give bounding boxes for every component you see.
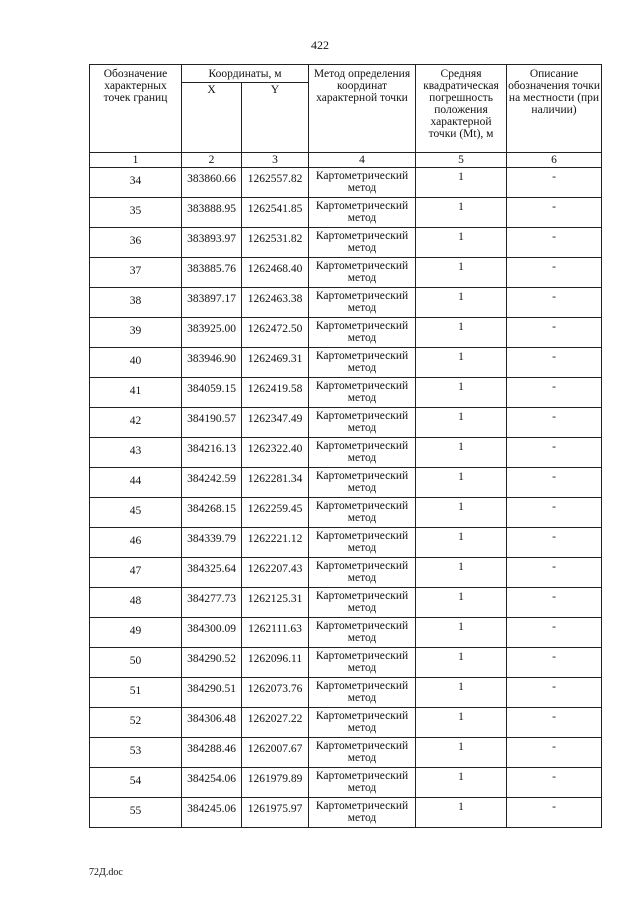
description-cell: -: [507, 288, 602, 318]
method-cell: Картометрический метод: [309, 798, 416, 828]
x-coordinate-cell: 384216.13: [182, 438, 242, 468]
x-coordinate-cell: 384290.51: [182, 678, 242, 708]
accuracy-cell: 1: [416, 378, 507, 408]
accuracy-cell: 1: [416, 498, 507, 528]
header-method: Метод определения координат характерной точки: [309, 65, 416, 153]
table-row: [90, 318, 602, 348]
description-cell: -: [507, 318, 602, 348]
y-coordinate-cell: 1262469.31: [242, 348, 309, 378]
description-cell: -: [507, 678, 602, 708]
y-coordinate-cell: 1262463.38: [242, 288, 309, 318]
point-cell: 52: [90, 708, 182, 738]
table-row: [90, 678, 602, 708]
method-cell: Картометрический метод: [309, 558, 416, 588]
description-cell: -: [507, 348, 602, 378]
description-cell: -: [507, 378, 602, 408]
y-coordinate-cell: 1262281.34: [242, 468, 309, 498]
point-cell: 53: [90, 738, 182, 768]
accuracy-cell: 1: [416, 588, 507, 618]
point-cell: 54: [90, 768, 182, 798]
x-coordinate-cell: 384059.15: [182, 378, 242, 408]
table-row: [90, 168, 602, 198]
table-row: [90, 288, 602, 318]
header-accuracy: Средняя квадратическая погрешность положения характерной точки (Mt), м: [416, 65, 507, 153]
file-name-footer: 72Д.doc: [89, 867, 123, 878]
y-coordinate-cell: 1262125.31: [242, 588, 309, 618]
method-cell: Картометрический метод: [309, 258, 416, 288]
y-coordinate-cell: 1262096.11: [242, 648, 309, 678]
description-cell: -: [507, 168, 602, 198]
table-row: [90, 408, 602, 438]
description-cell: -: [507, 258, 602, 288]
y-coordinate-cell: 1262221.12: [242, 528, 309, 558]
method-cell: Картометрический метод: [309, 228, 416, 258]
method-cell: Картометрический метод: [309, 468, 416, 498]
point-cell: 45: [90, 498, 182, 528]
header-description: Описание обозначения точки на местности (при наличии): [507, 65, 602, 153]
description-cell: -: [507, 618, 602, 648]
method-cell: Картометрический метод: [309, 198, 416, 228]
boundary-points-table: [89, 64, 602, 828]
point-cell: 42: [90, 408, 182, 438]
x-coordinate-cell: 383885.76: [182, 258, 242, 288]
y-coordinate-cell: 1262322.40: [242, 438, 309, 468]
point-cell: 47: [90, 558, 182, 588]
point-cell: 34: [90, 168, 182, 198]
description-cell: -: [507, 708, 602, 738]
y-coordinate-cell: 1262027.22: [242, 708, 309, 738]
table-body: [90, 168, 602, 828]
table-row: [90, 438, 602, 468]
y-coordinate-cell: 1262541.85: [242, 198, 309, 228]
y-coordinate-cell: 1262347.49: [242, 408, 309, 438]
point-cell: 40: [90, 348, 182, 378]
description-cell: -: [507, 558, 602, 588]
x-coordinate-cell: 384300.09: [182, 618, 242, 648]
x-coordinate-cell: 384325.64: [182, 558, 242, 588]
table-row: [90, 228, 602, 258]
method-cell: Картометрический метод: [309, 738, 416, 768]
table-row: [90, 708, 602, 738]
description-cell: -: [507, 498, 602, 528]
accuracy-cell: 1: [416, 708, 507, 738]
column-number: 6: [507, 153, 602, 168]
page-number: 422: [311, 38, 329, 52]
table-row: [90, 738, 602, 768]
table-row: [90, 588, 602, 618]
method-cell: Картометрический метод: [309, 168, 416, 198]
table-row: [90, 618, 602, 648]
accuracy-cell: 1: [416, 198, 507, 228]
description-cell: -: [507, 528, 602, 558]
x-coordinate-cell: 384245.06: [182, 798, 242, 828]
column-number: 3: [242, 153, 309, 168]
method-cell: Картометрический метод: [309, 498, 416, 528]
table-row: [90, 558, 602, 588]
x-coordinate-cell: 384290.52: [182, 648, 242, 678]
accuracy-cell: 1: [416, 318, 507, 348]
method-cell: Картометрический метод: [309, 528, 416, 558]
description-cell: -: [507, 798, 602, 828]
table-row: [90, 528, 602, 558]
table-row: [90, 768, 602, 798]
point-cell: 48: [90, 588, 182, 618]
method-cell: Картометрический метод: [309, 648, 416, 678]
table-row: [90, 378, 602, 408]
method-cell: Картометрический метод: [309, 618, 416, 648]
y-coordinate-cell: 1262007.67: [242, 738, 309, 768]
point-cell: 37: [90, 258, 182, 288]
x-coordinate-cell: 384190.57: [182, 408, 242, 438]
x-coordinate-cell: 383897.17: [182, 288, 242, 318]
x-coordinate-cell: 383888.95: [182, 198, 242, 228]
y-coordinate-cell: 1262111.63: [242, 618, 309, 648]
x-coordinate-cell: 383925.00: [182, 318, 242, 348]
accuracy-cell: 1: [416, 168, 507, 198]
x-coordinate-cell: 384242.59: [182, 468, 242, 498]
table-row: [90, 468, 602, 498]
x-coordinate-cell: 384277.73: [182, 588, 242, 618]
description-cell: -: [507, 738, 602, 768]
method-cell: Картометрический метод: [309, 378, 416, 408]
method-cell: Картометрический метод: [309, 768, 416, 798]
point-cell: 49: [90, 618, 182, 648]
x-coordinate-cell: 384254.06: [182, 768, 242, 798]
y-coordinate-cell: 1262259.45: [242, 498, 309, 528]
accuracy-cell: 1: [416, 348, 507, 378]
header-coordinates: Координаты, м: [182, 65, 309, 83]
point-cell: 35: [90, 198, 182, 228]
point-cell: 46: [90, 528, 182, 558]
accuracy-cell: 1: [416, 258, 507, 288]
y-coordinate-cell: 1261979.89: [242, 768, 309, 798]
point-cell: 36: [90, 228, 182, 258]
method-cell: Картометрический метод: [309, 348, 416, 378]
column-number: 2: [182, 153, 242, 168]
x-coordinate-cell: 383946.90: [182, 348, 242, 378]
table-row: [90, 198, 602, 228]
accuracy-cell: 1: [416, 798, 507, 828]
accuracy-cell: 1: [416, 528, 507, 558]
header-y: Y: [242, 82, 309, 152]
table-row: [90, 798, 602, 828]
accuracy-cell: 1: [416, 738, 507, 768]
x-coordinate-cell: 383893.97: [182, 228, 242, 258]
point-cell: 38: [90, 288, 182, 318]
accuracy-cell: 1: [416, 288, 507, 318]
accuracy-cell: 1: [416, 408, 507, 438]
x-coordinate-cell: 384288.46: [182, 738, 242, 768]
description-cell: -: [507, 198, 602, 228]
point-cell: 41: [90, 378, 182, 408]
column-number: 1: [90, 153, 182, 168]
y-coordinate-cell: 1262472.50: [242, 318, 309, 348]
x-coordinate-cell: 383860.66: [182, 168, 242, 198]
description-cell: -: [507, 648, 602, 678]
header-x: X: [182, 82, 242, 152]
method-cell: Картометрический метод: [309, 708, 416, 738]
table-row: [90, 348, 602, 378]
description-cell: -: [507, 588, 602, 618]
accuracy-cell: 1: [416, 438, 507, 468]
accuracy-cell: 1: [416, 228, 507, 258]
accuracy-cell: 1: [416, 648, 507, 678]
table-row: [90, 648, 602, 678]
point-cell: 39: [90, 318, 182, 348]
description-cell: -: [507, 468, 602, 498]
x-coordinate-cell: 384268.15: [182, 498, 242, 528]
table-row: [90, 258, 602, 288]
method-cell: Картометрический метод: [309, 588, 416, 618]
y-coordinate-cell: 1262073.76: [242, 678, 309, 708]
x-coordinate-cell: 384306.48: [182, 708, 242, 738]
point-cell: 43: [90, 438, 182, 468]
y-coordinate-cell: 1262468.40: [242, 258, 309, 288]
point-cell: 50: [90, 648, 182, 678]
header-point-designation: Обозначение характерных точек границ: [90, 65, 182, 153]
method-cell: Картометрический метод: [309, 318, 416, 348]
x-coordinate-cell: 384339.79: [182, 528, 242, 558]
y-coordinate-cell: 1261975.97: [242, 798, 309, 828]
method-cell: Картометрический метод: [309, 678, 416, 708]
y-coordinate-cell: 1262531.82: [242, 228, 309, 258]
accuracy-cell: 1: [416, 768, 507, 798]
point-cell: 55: [90, 798, 182, 828]
y-coordinate-cell: 1262419.58: [242, 378, 309, 408]
column-number: 4: [309, 153, 416, 168]
accuracy-cell: 1: [416, 558, 507, 588]
y-coordinate-cell: 1262557.82: [242, 168, 309, 198]
description-cell: -: [507, 768, 602, 798]
y-coordinate-cell: 1262207.43: [242, 558, 309, 588]
method-cell: Картометрический метод: [309, 438, 416, 468]
accuracy-cell: 1: [416, 678, 507, 708]
table-row: [90, 498, 602, 528]
accuracy-cell: 1: [416, 468, 507, 498]
description-cell: -: [507, 438, 602, 468]
point-cell: 44: [90, 468, 182, 498]
column-number: 5: [416, 153, 507, 168]
description-cell: -: [507, 228, 602, 258]
point-cell: 51: [90, 678, 182, 708]
description-cell: -: [507, 408, 602, 438]
accuracy-cell: 1: [416, 618, 507, 648]
method-cell: Картометрический метод: [309, 408, 416, 438]
method-cell: Картометрический метод: [309, 288, 416, 318]
